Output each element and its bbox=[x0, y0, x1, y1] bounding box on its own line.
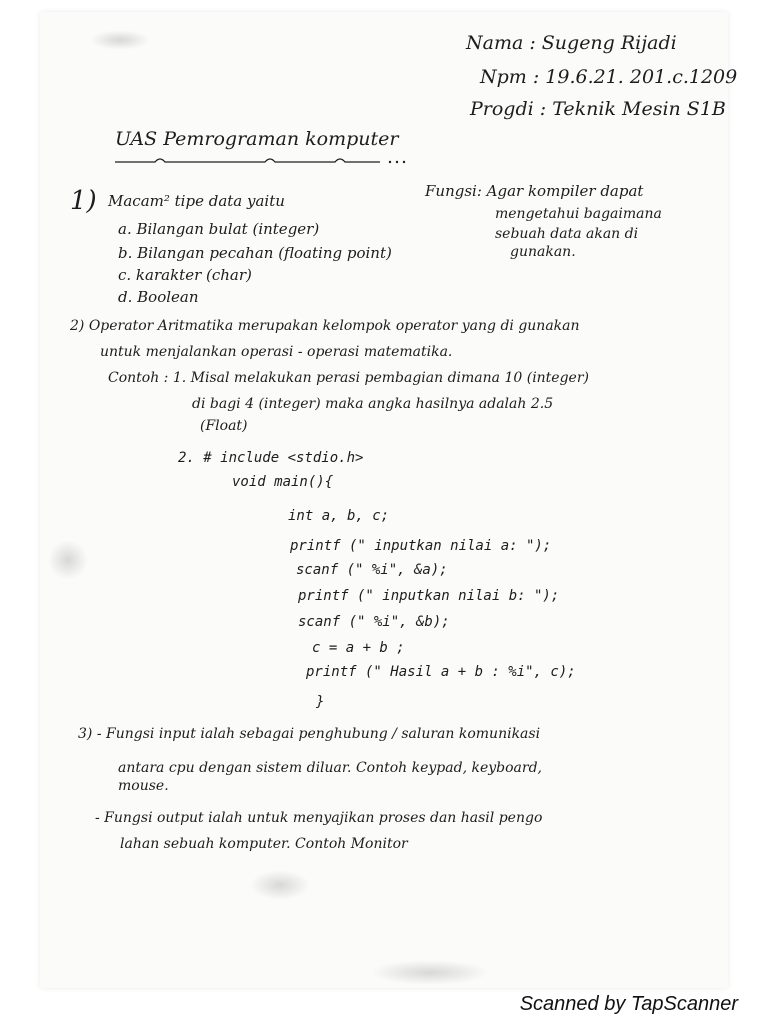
q1-item: d. Boolean bbox=[118, 288, 199, 306]
q2-line: di bagi 4 (integer) maka angka hasilnya adalah 2.5 bbox=[192, 396, 554, 412]
title-underline bbox=[115, 150, 415, 172]
paper-smudge bbox=[250, 870, 310, 900]
code-line: printf (" inputkan nilai b: "); bbox=[298, 588, 560, 604]
code-line: scanf (" %i", &a); bbox=[296, 562, 448, 578]
paper-smudge bbox=[90, 30, 150, 50]
q2-line: (Float) bbox=[200, 418, 248, 434]
code-line: scanf (" %i", &b); bbox=[298, 614, 450, 630]
q2-line: untuk menjalankan operasi - operasi matematika. bbox=[100, 344, 453, 360]
code-line: 2. # include <stdio.h> bbox=[178, 450, 364, 466]
paper-smudge bbox=[370, 960, 490, 985]
q1-item: b. Bilangan pecahan (floating point) bbox=[118, 244, 392, 262]
page-title: UAS Pemrograman komputer bbox=[115, 128, 399, 150]
q1-fungsi-line: gunakan. bbox=[510, 244, 576, 260]
q1-fungsi-line: sebuah data akan di bbox=[495, 226, 639, 242]
q3-line: 3) - Fungsi input ialah sebagai penghubung / saluran komunikasi bbox=[78, 726, 541, 742]
paper-smudge bbox=[48, 540, 88, 580]
q2-line: 2) Operator Aritmatika merupakan kelompok operator yang di gunakan bbox=[70, 318, 580, 334]
q2-line: Contoh : 1. Misal melakukan perasi pembagian dimana 10 (integer) bbox=[108, 370, 589, 386]
q1-number: 1) bbox=[70, 186, 97, 216]
student-prodi: Progdi : Teknik Mesin S1B bbox=[470, 98, 726, 120]
q3-line: - Fungsi output ialah untuk menyajikan proses dan hasil pengo bbox=[95, 810, 543, 826]
q1-item: c. karakter (char) bbox=[118, 266, 252, 284]
student-name: Nama : Sugeng Rijadi bbox=[466, 32, 677, 54]
scanner-watermark: Scanned by TapScanner bbox=[519, 993, 738, 1015]
code-line: printf (" inputkan nilai a: "); bbox=[290, 538, 552, 554]
code-line: void main(){ bbox=[232, 474, 334, 490]
code-line: } bbox=[316, 694, 325, 710]
code-line: int a, b, c; bbox=[288, 508, 390, 524]
q1-item: a. Bilangan bulat (integer) bbox=[118, 220, 320, 238]
student-npm: Npm : 19.6.21. 201.c.1209 bbox=[480, 66, 738, 88]
q1-fungsi-line: Fungsi: Agar kompiler dapat bbox=[425, 182, 644, 200]
q3-line: antara cpu dengan sistem diluar. Contoh keypad, keyboard, bbox=[118, 760, 542, 776]
q3-line: lahan sebuah komputer. Contoh Monitor bbox=[120, 836, 408, 852]
q1-intro: Macam² tipe data yaitu bbox=[108, 192, 285, 210]
code-line: printf (" Hasil a + b : %i", c); bbox=[306, 664, 576, 680]
q1-fungsi-line: mengetahui bagaimana bbox=[495, 206, 662, 222]
code-line: c = a + b ; bbox=[312, 640, 405, 656]
q3-line: mouse. bbox=[118, 778, 169, 794]
